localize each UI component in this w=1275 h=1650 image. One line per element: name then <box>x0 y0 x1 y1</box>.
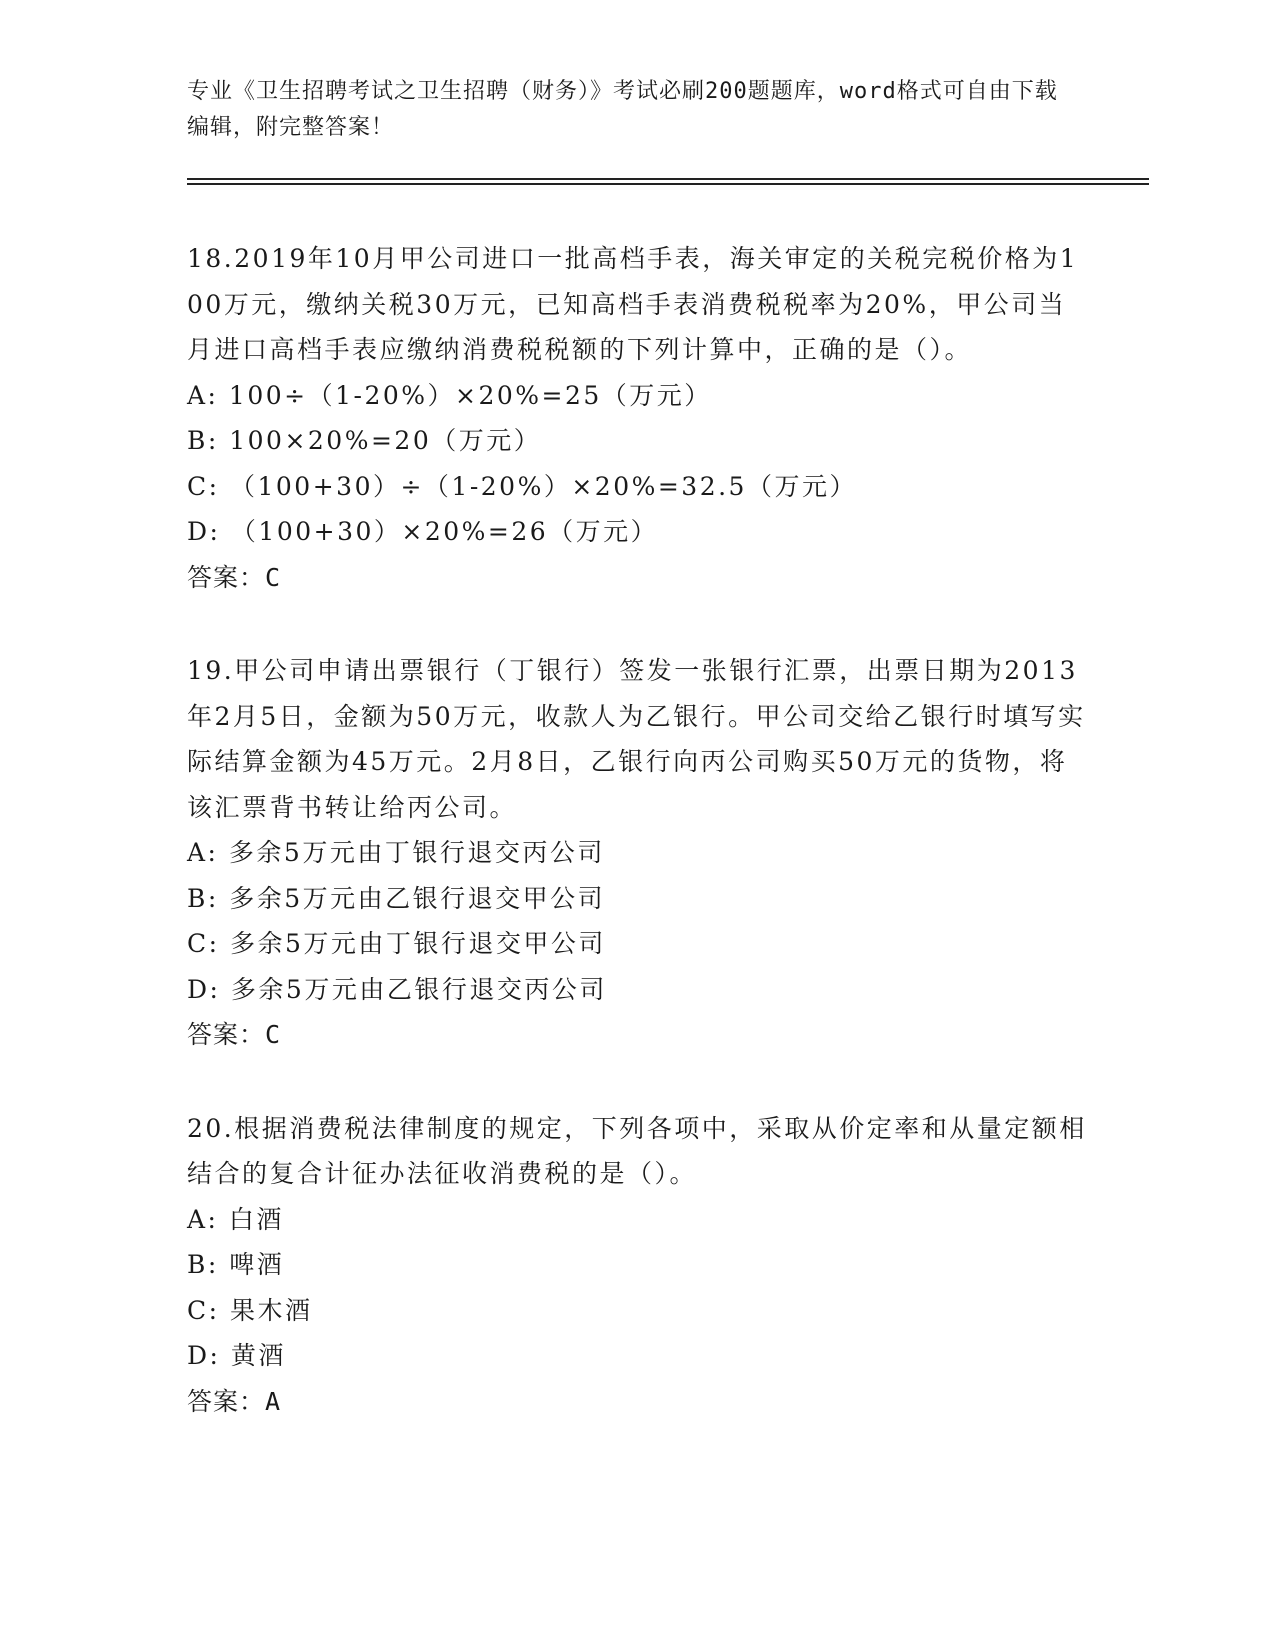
question-text: 18.2019年10月甲公司进口一批高档手表，海关审定的关税完税价格为100万元，缴纳关税30万元，已知高档手表消费税税率为20%，甲公司当月进口高档手表应缴纳消费税税额的下列计算中，正确的是（）。 <box>187 244 1079 364</box>
header-divider-top <box>187 178 1149 180</box>
question-text: 20.根据消费税法律制度的规定，下列各项中，采取从价定率和从量定额相结合的复合计征办法征收消费税的是（）。 <box>187 1113 1087 1188</box>
option-d: D: 多余5万元由乙银行退交丙公司 <box>187 974 607 1004</box>
option-a: A: 100÷（1-20%）×20%=25（万元） <box>187 380 712 410</box>
option-b: B: 啤酒 <box>187 1250 285 1279</box>
question-19 <box>187 648 1087 1058</box>
option-c: C: 多余5万元由丁银行退交甲公司 <box>187 929 606 958</box>
question-text: 19.甲公司申请出票银行（丁银行）签发一张银行汇票，出票日期为2013年2月5日，金额为50万元，收款人为乙银行。甲公司交给乙银行时填写实际结算金额为45万元。2月8日，乙银行向丙公司购买50万元的货物，将该汇票背书转让给丙公司。 <box>187 656 1086 822</box>
option-b: B: 多余5万元由乙银行退交甲公司 <box>187 883 606 913</box>
option-a: A: 多余5万元由丁银行退交丙公司 <box>187 838 605 867</box>
document-header: 专业《卫生招聘考试之卫生招聘（财务）》考试必刷200题题库，word格式可自由下载编辑，附完整答案！ <box>187 79 1058 140</box>
answer-label: 答案：C <box>187 562 282 592</box>
question-list <box>187 236 1087 1472</box>
answer-label: 答案：A <box>187 1386 282 1416</box>
option-c: C: 果木酒 <box>187 1295 313 1325</box>
question-18 <box>187 236 1087 600</box>
option-d: D: （100+30）×20%=26（万元） <box>187 517 659 546</box>
question-20 <box>187 1106 1087 1425</box>
header-divider-bottom <box>187 183 1149 185</box>
option-b: B: 100×20%=20（万元） <box>187 426 542 455</box>
option-d: D: 黄酒 <box>187 1341 286 1370</box>
option-a: A: 白酒 <box>187 1204 284 1234</box>
option-c: C: （100+30）÷（1-20%）×20%=32.5（万元） <box>187 471 857 501</box>
answer-label: 答案：C <box>187 1020 282 1049</box>
